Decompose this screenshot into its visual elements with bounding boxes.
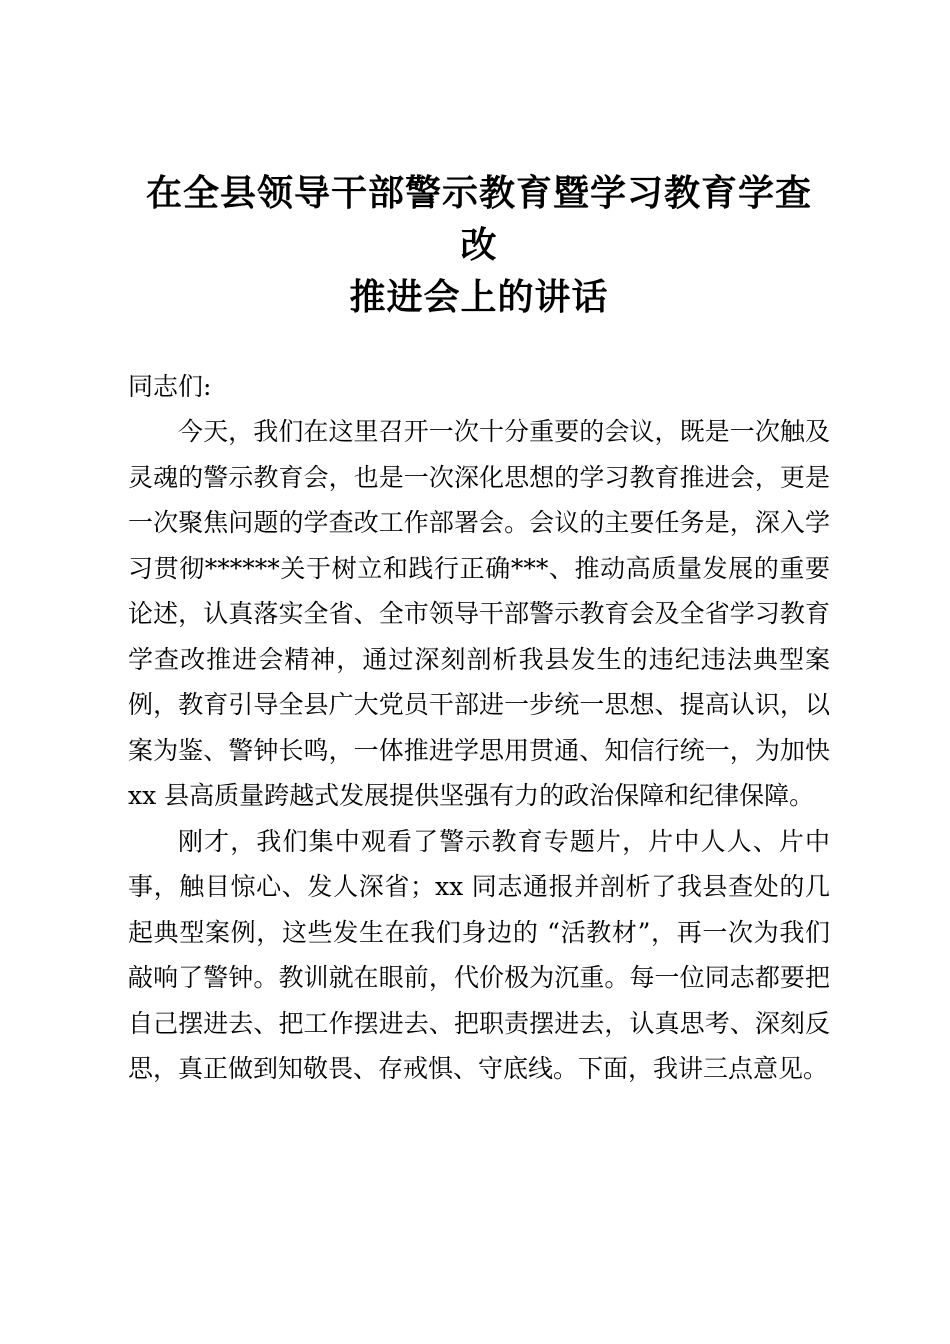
document-page [128, 0, 830, 1092]
paragraph-review: 刚才，我们集中观看了警示教育专题片，片中人人、片中事，触目惊心、发人深省；xx 同志通报并剖析了我县查处的几起典型案例，这些发生在我们身边的 “活教材”，再一次为我们敲响了警钟。教训就在眼前，代价极为沉重。每一位同志都要把自己摆进去、把工作摆进去、把职责摆进去，认真思考、深刻反思，真正做到知敬畏、存戒惧、守底线。下面，我讲三点意见。 [128, 826, 830, 1083]
paragraph-opening: 今天，我们在这里召开一次十分重要的会议，既是一次触及灵魂的警示教育会，也是一次深化思想的学习教育推进会，更是一次聚焦问题的学查改工作部署会。会议的主要任务是，深入学习贯彻******关于树立和践行正确***、推动高质量发展的重要论述，认真落实全省、全市领导干部警示教育会及全省学习教育学查改推进会精神，通过深刻剖析我县发生的违纪违法典型案例，教育引导全县广大党员干部进一步统一思想、提高认识，以案为鉴、警钟长鸣，一体推进学思用贯通、知信行统一，为加快 xx 县高质量跨越式发展提供坚强有力的政治保障和纪律保障。 [128, 417, 830, 810]
document-title [128, 168, 830, 324]
title-line-2: 推进会上的讲话 [349, 277, 609, 318]
salutation: 同志们: [128, 372, 212, 401]
title-line-1: 在全县领导干部警示教育暨学习教育学查改 [145, 173, 812, 266]
